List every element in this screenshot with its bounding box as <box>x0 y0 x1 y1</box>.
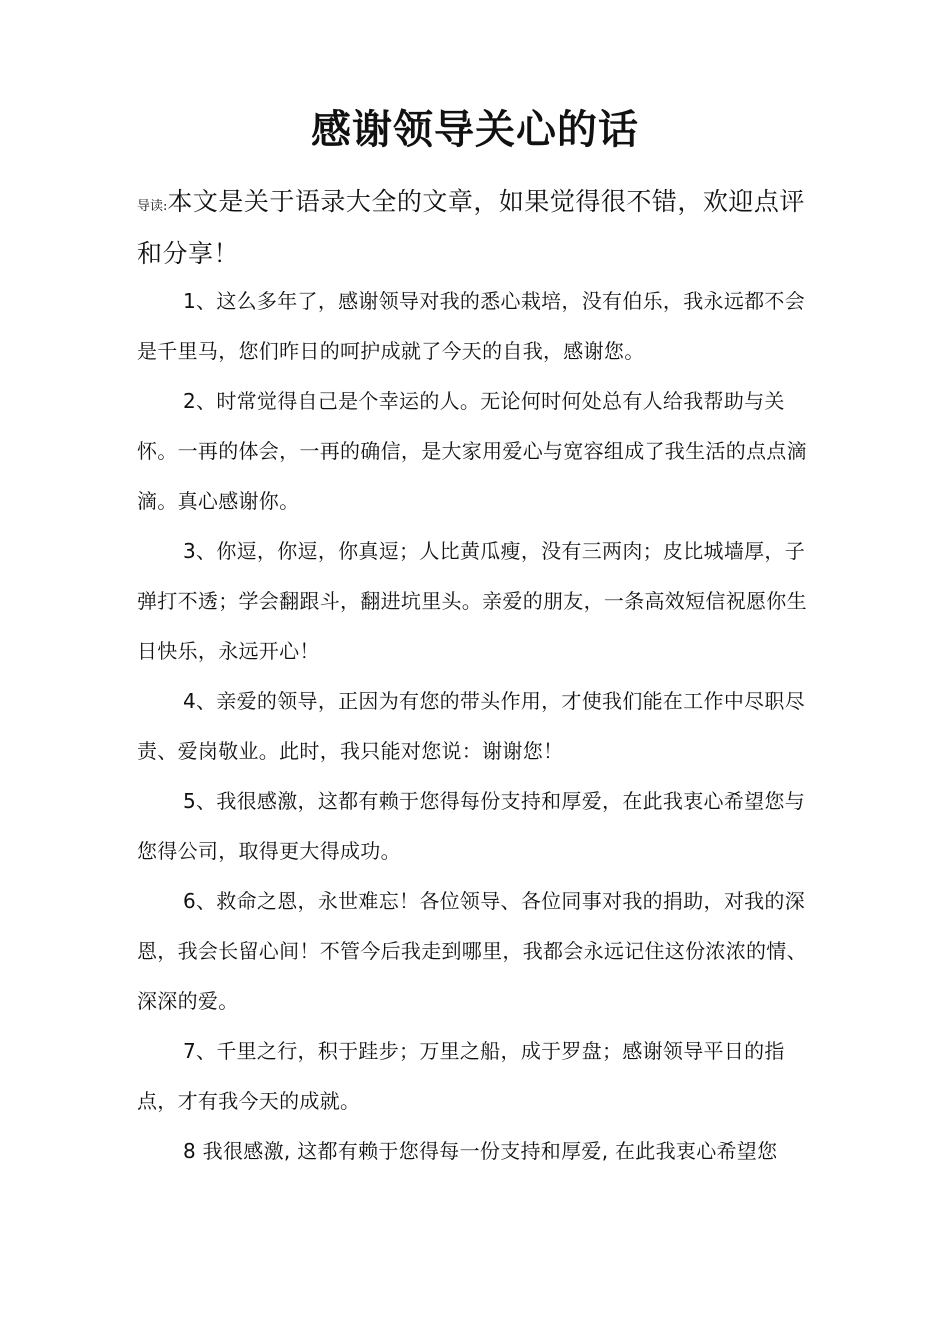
quote-list <box>137 276 817 1176</box>
quote-item-6: 6、救命之恩，永世难忘！各位领导、各位同事对我的捐助，对我的深恩，我会长留心间！不管今后我走到哪里，我都会永远记住这份浓浓的情、深深的爱。 <box>137 889 807 1013</box>
quote-item-8: 8 我很感激, 这都有赖于您得每一份支持和厚爱, 在此我衷心希望您 <box>183 1139 778 1163</box>
intro-paragraph <box>137 178 817 277</box>
intro-text: 本文是关于语录大全的文章，如果觉得很不错，欢迎点评和分享！ <box>137 187 805 268</box>
quote-item-3: 3、你逗，你逗，你真逗；人比黄瓜瘦，没有三两肉；皮比城墙厚，子弹打不透；学会翻跟斗，翻进坑里头。亲爱的朋友，一条高效短信祝愿你生日快乐，永远开心！ <box>137 539 807 663</box>
quote-item-5: 5、我很感激，这都有赖于您得每份支持和厚爱，在此我衷心希望您与您得公司，取得更大得成功。 <box>137 789 806 863</box>
quote-item-4: 4、亲爱的领导，正因为有您的带头作用，才使我们能在工作中尽职尽责、爱岗敬业。此时，我只能对您说：谢谢您！ <box>137 689 806 763</box>
quote-item-2: 2、时常觉得自己是个幸运的人。无论何时何处总有人给我帮助与关怀。一再的体会，一再的确信，是大家用爱心与宽容组成了我生活的点点滴滴。真心感谢你。 <box>137 389 807 513</box>
page-title: 感谢领导关心的话 <box>311 107 639 153</box>
intro-label: 导读: <box>137 199 168 214</box>
quote-item-1: 1、这么多年了，感谢领导对我的悉心栽培，没有伯乐，我永远都不会是千里马，您们昨日的呵护成就了今天的自我，感谢您。 <box>137 289 806 363</box>
quote-item-7: 7、千里之行，积于跬步；万里之船，成于罗盘；感谢领导平日的指点，才有我今天的成就。 <box>137 1039 785 1113</box>
